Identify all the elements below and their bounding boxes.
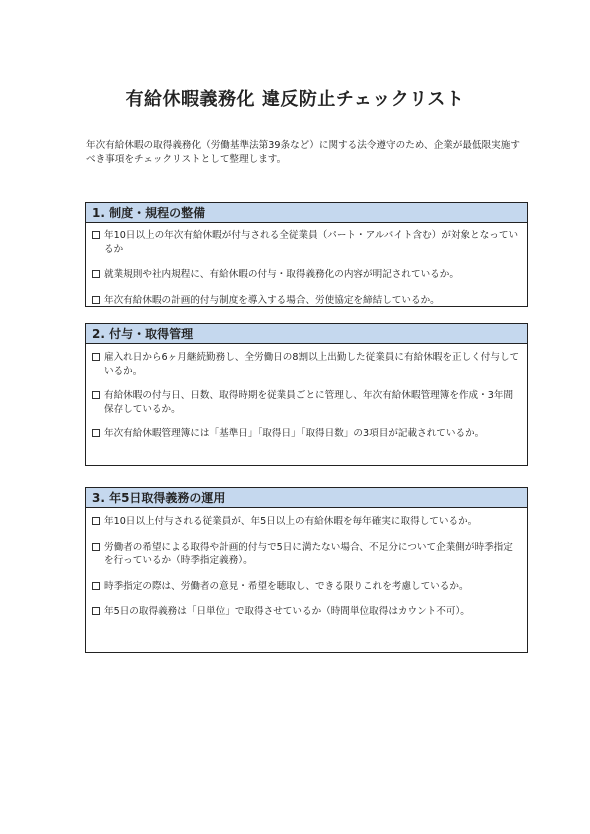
section-header: 3. 年5日取得義務の運用 — [86, 488, 527, 508]
checklist-item-text: 雇入れ日から6ヶ月継続勤務し、全労働日の8割以上出勤した従業員に有給休暇を正しく付与しているか。 — [104, 352, 520, 377]
intro-paragraph: 年次有給休暇の取得義務化（労働基準法第39条など）に関する法令遵守のため、企業が最低限実施すべき事項をチェックリストとして整理します。 — [86, 140, 520, 165]
checklist-item-text: 就業規則や社内規程に、有給休暇の付与・取得義務化の内容が明記されているか。 — [104, 269, 459, 280]
checklist-item — [92, 580, 521, 594]
checklist-item-text: 年10日以上付与される従業員が、年5日以上の有給休暇を毎年確実に取得しているか。 — [104, 516, 478, 527]
checkbox[interactable] — [92, 270, 100, 278]
checklist-item-text: 年10日以上の年次有給休暇が付与される全従業員（パート・アルバイト含む）が対象となっているか — [104, 230, 519, 255]
checkbox[interactable] — [92, 391, 100, 399]
checklist-item — [92, 229, 521, 256]
checklist-item — [92, 389, 521, 416]
checklist — [86, 223, 527, 323]
checkbox[interactable] — [92, 543, 100, 551]
checklist-item — [92, 427, 521, 441]
checklist-item — [92, 294, 521, 308]
section-five-day-obligation — [85, 487, 528, 653]
checkbox[interactable] — [92, 296, 100, 304]
checklist-item-text: 年5日の取得義務は「日単位」で取得させているか（時間単位取得はカウント不可）。 — [104, 606, 470, 617]
page-title: 有給休暇義務化 違反防止チェックリスト — [125, 89, 465, 110]
checklist-item — [92, 268, 521, 282]
section-institution-rules — [85, 202, 528, 307]
checkbox[interactable] — [92, 607, 100, 615]
section-header: 2. 付与・取得管理 — [86, 324, 527, 344]
checklist-item-text: 年次有給休暇管理簿には「基準日」「取得日」「取得日数」の3項目が記載されているか。 — [104, 428, 485, 439]
checklist-item-text: 有給休暇の付与日、日数、取得時期を従業員ごとに管理し、年次有給休暇管理簿を作成・3年間保存しているか。 — [104, 390, 514, 415]
checklist — [86, 344, 527, 456]
checklist-item — [92, 515, 521, 529]
checklist-item-text: 年次有給休暇の計画的付与制度を導入する場合、労使協定を締結しているか。 — [104, 294, 440, 306]
checkbox[interactable] — [92, 582, 100, 590]
checklist-item-text: 時季指定の際は、労働者の意見・希望を聴取し、できる限りこれを考慮しているか。 — [104, 580, 469, 592]
checklist-item-text: 労働者の希望による取得や計画的付与で5日に満たない場合、不足分について企業側が時季指定を行っているか（時季指定義務）。 — [104, 541, 513, 566]
checklist-item — [92, 605, 521, 619]
checklist-item — [92, 541, 521, 568]
checklist-item — [92, 351, 521, 378]
checkbox[interactable] — [92, 517, 100, 525]
section-grant-management — [85, 323, 528, 466]
checklist — [86, 508, 527, 635]
checkbox[interactable] — [92, 429, 100, 437]
checkbox[interactable] — [92, 231, 100, 239]
section-header: 1. 制度・規程の整備 — [86, 203, 527, 223]
checkbox[interactable] — [92, 353, 100, 361]
